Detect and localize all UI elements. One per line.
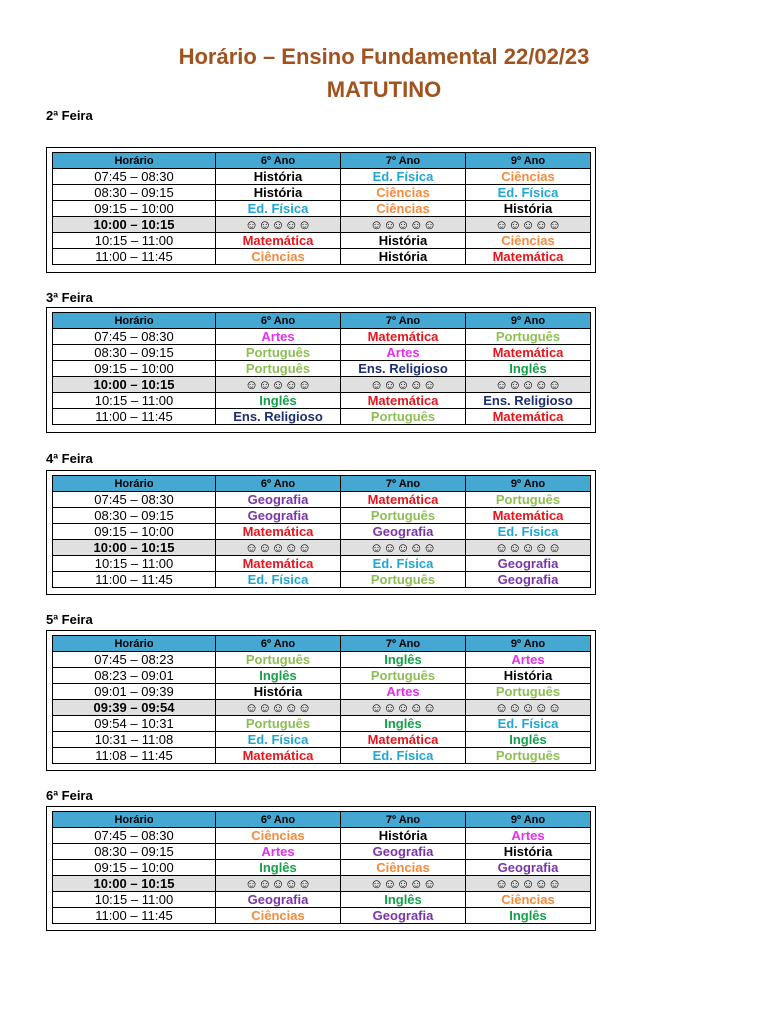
subject-cell: Geografia: [466, 860, 591, 876]
schedule-table-frame: [46, 470, 596, 595]
table-header-row: [53, 313, 591, 329]
subject-cell: Geografia: [466, 572, 591, 588]
table-row: [53, 716, 591, 732]
table-row: [53, 409, 591, 425]
subject-cell: Matemática: [341, 329, 466, 345]
table-row: [53, 233, 591, 249]
subject-cell: Matemática: [466, 345, 591, 361]
day-label: 2ª Feira: [46, 108, 93, 123]
table-row: [53, 668, 591, 684]
subject-cell: História: [216, 185, 341, 201]
subject-cell: Matemática: [341, 492, 466, 508]
break-cell: ☺☺☺☺☺: [341, 540, 466, 556]
time-cell: 09:01 – 09:39: [53, 684, 216, 700]
subject-cell: Ed. Física: [341, 556, 466, 572]
day-label: 4ª Feira: [46, 451, 93, 466]
subject-cell: Matemática: [216, 748, 341, 764]
time-cell: 10:31 – 11:08: [53, 732, 216, 748]
subject-cell: Português: [341, 668, 466, 684]
subject-cell: Português: [466, 684, 591, 700]
header-col-9ano: 9º Ano: [466, 153, 591, 169]
table-row: [53, 556, 591, 572]
break-cell: ☺☺☺☺☺: [466, 217, 591, 233]
time-cell: 07:45 – 08:30: [53, 169, 216, 185]
header-col-6ano: 6º Ano: [216, 313, 341, 329]
table-row: [53, 524, 591, 540]
break-cell: ☺☺☺☺☺: [216, 217, 341, 233]
subject-cell: Inglês: [341, 652, 466, 668]
time-cell: 08:30 – 09:15: [53, 185, 216, 201]
time-cell: 09:15 – 10:00: [53, 524, 216, 540]
subject-cell: Geografia: [466, 556, 591, 572]
subject-cell: História: [341, 249, 466, 265]
time-cell: 11:00 – 11:45: [53, 409, 216, 425]
subject-cell: Inglês: [216, 860, 341, 876]
table-row: [53, 492, 591, 508]
time-cell: 09:54 – 10:31: [53, 716, 216, 732]
time-cell: 07:45 – 08:30: [53, 492, 216, 508]
schedule-table: [52, 152, 591, 265]
time-cell: 09:15 – 10:00: [53, 860, 216, 876]
break-cell: ☺☺☺☺☺: [466, 700, 591, 716]
page-subtitle: MATUTINO: [326, 77, 442, 102]
subject-cell: Geografia: [216, 508, 341, 524]
subject-cell: Artes: [216, 844, 341, 860]
subject-cell: História: [216, 169, 341, 185]
subject-cell: História: [466, 201, 591, 217]
table-header-row: [53, 476, 591, 492]
subject-cell: Ed. Física: [341, 169, 466, 185]
break-cell: ☺☺☺☺☺: [341, 700, 466, 716]
subject-cell: História: [341, 828, 466, 844]
header-col-9ano: 9º Ano: [466, 313, 591, 329]
time-cell: 08:30 – 09:15: [53, 345, 216, 361]
time-cell: 11:00 – 11:45: [53, 572, 216, 588]
time-cell: 08:30 – 09:15: [53, 844, 216, 860]
break-cell: ☺☺☺☺☺: [341, 377, 466, 393]
break-cell: ☺☺☺☺☺: [341, 217, 466, 233]
table-row: [53, 185, 591, 201]
header-col-6ano: 6º Ano: [216, 636, 341, 652]
time-cell: 08:30 – 09:15: [53, 508, 216, 524]
schedule-table: [52, 635, 591, 764]
table-row: [53, 860, 591, 876]
header-col-7ano: 7º Ano: [341, 153, 466, 169]
table-row: [53, 345, 591, 361]
header-col-7ano: 7º Ano: [341, 812, 466, 828]
schedule-table-frame: [46, 147, 596, 273]
subject-cell: Português: [216, 716, 341, 732]
time-cell: 07:45 – 08:23: [53, 652, 216, 668]
time-cell: 10:00 – 10:15: [53, 540, 216, 556]
header-col-7ano: 7º Ano: [341, 476, 466, 492]
time-cell: 07:45 – 08:30: [53, 828, 216, 844]
page-title: Horário – Ensino Fundamental 22/02/23: [178, 44, 590, 69]
header-horario: Horário: [53, 476, 216, 492]
subject-cell: Matemática: [466, 409, 591, 425]
time-cell: 09:39 – 09:54: [53, 700, 216, 716]
schedule-table: [52, 475, 591, 588]
subject-cell: Ens. Religioso: [466, 393, 591, 409]
schedule-table: [52, 811, 591, 924]
time-cell: 10:00 – 10:15: [53, 217, 216, 233]
day-label: 6ª Feira: [46, 788, 93, 803]
subject-cell: História: [466, 668, 591, 684]
subject-cell: Ciências: [466, 892, 591, 908]
subject-cell: Ed. Física: [466, 716, 591, 732]
table-row: [53, 169, 591, 185]
time-cell: 08:23 – 09:01: [53, 668, 216, 684]
table-row: [53, 828, 591, 844]
subject-cell: Geografia: [341, 908, 466, 924]
time-cell: 09:15 – 10:00: [53, 201, 216, 217]
subject-cell: Português: [216, 361, 341, 377]
header-col-9ano: 9º Ano: [466, 636, 591, 652]
break-cell: ☺☺☺☺☺: [216, 377, 341, 393]
subject-cell: Ens. Religioso: [341, 361, 466, 377]
subject-cell: Português: [341, 409, 466, 425]
subject-cell: Inglês: [341, 716, 466, 732]
day-label: 5ª Feira: [46, 612, 93, 627]
subject-cell: Geografia: [341, 524, 466, 540]
subject-cell: Inglês: [466, 732, 591, 748]
table-row: [53, 684, 591, 700]
break-cell: ☺☺☺☺☺: [341, 876, 466, 892]
header-col-9ano: 9º Ano: [466, 476, 591, 492]
subject-cell: Inglês: [341, 892, 466, 908]
subject-cell: Ed. Física: [216, 201, 341, 217]
subject-cell: Ciências: [216, 828, 341, 844]
header-col-9ano: 9º Ano: [466, 812, 591, 828]
subject-cell: Ciências: [466, 169, 591, 185]
table-row: [53, 508, 591, 524]
table-row: [53, 908, 591, 924]
subject-cell: Português: [341, 508, 466, 524]
schedule-table-frame: [46, 630, 596, 771]
subject-cell: Ed. Física: [466, 524, 591, 540]
time-cell: 10:15 – 11:00: [53, 233, 216, 249]
table-header-row: [53, 812, 591, 828]
table-row: [53, 892, 591, 908]
subject-cell: Ed. Física: [341, 748, 466, 764]
header-horario: Horário: [53, 313, 216, 329]
table-header-row: [53, 153, 591, 169]
break-cell: ☺☺☺☺☺: [466, 377, 591, 393]
break-cell: ☺☺☺☺☺: [216, 876, 341, 892]
break-cell: ☺☺☺☺☺: [466, 540, 591, 556]
time-cell: 11:08 – 11:45: [53, 748, 216, 764]
header-col-7ano: 7º Ano: [341, 636, 466, 652]
time-cell: 10:00 – 10:15: [53, 876, 216, 892]
subject-cell: Artes: [466, 828, 591, 844]
subject-cell: Inglês: [466, 908, 591, 924]
table-row: [53, 572, 591, 588]
header-horario: Horário: [53, 153, 216, 169]
subject-cell: Ed. Física: [466, 185, 591, 201]
subject-cell: Matemática: [466, 249, 591, 265]
time-cell: 11:00 – 11:45: [53, 249, 216, 265]
time-cell: 09:15 – 10:00: [53, 361, 216, 377]
table-row: [53, 249, 591, 265]
day-label: 3ª Feira: [46, 290, 93, 305]
subject-cell: Matemática: [216, 233, 341, 249]
subject-cell: Português: [341, 572, 466, 588]
subject-cell: Ciências: [466, 233, 591, 249]
table-row: [53, 329, 591, 345]
subject-cell: Inglês: [216, 393, 341, 409]
header-horario: Horário: [53, 812, 216, 828]
header-col-6ano: 6º Ano: [216, 476, 341, 492]
subject-cell: Inglês: [466, 361, 591, 377]
subject-cell: Geografia: [216, 492, 341, 508]
subject-cell: Geografia: [216, 892, 341, 908]
subject-cell: Ciências: [216, 249, 341, 265]
subject-cell: Ed. Física: [216, 572, 341, 588]
subject-cell: Ed. Física: [216, 732, 341, 748]
table-row: [53, 201, 591, 217]
subject-cell: Português: [466, 748, 591, 764]
subject-cell: Ciências: [341, 185, 466, 201]
subject-cell: Português: [466, 329, 591, 345]
subject-cell: Artes: [216, 329, 341, 345]
subject-cell: Matemática: [216, 524, 341, 540]
table-row: [53, 652, 591, 668]
subject-cell: Artes: [466, 652, 591, 668]
table-row: [53, 393, 591, 409]
subject-cell: História: [466, 844, 591, 860]
subject-cell: Artes: [341, 345, 466, 361]
table-row: [53, 844, 591, 860]
subject-cell: História: [341, 233, 466, 249]
subject-cell: Português: [216, 345, 341, 361]
subject-cell: Inglês: [216, 668, 341, 684]
schedule-table-frame: [46, 307, 596, 433]
break-row: [53, 700, 591, 716]
table-row: [53, 361, 591, 377]
header-col-6ano: 6º Ano: [216, 812, 341, 828]
subject-cell: Matemática: [341, 393, 466, 409]
break-cell: ☺☺☺☺☺: [216, 540, 341, 556]
table-row: [53, 732, 591, 748]
subject-cell: Ciências: [341, 860, 466, 876]
subject-cell: Português: [466, 492, 591, 508]
time-cell: 07:45 – 08:30: [53, 329, 216, 345]
header-col-7ano: 7º Ano: [341, 313, 466, 329]
subject-cell: Artes: [341, 684, 466, 700]
subject-cell: Ciências: [216, 908, 341, 924]
subject-cell: Geografia: [341, 844, 466, 860]
break-row: [53, 876, 591, 892]
time-cell: 10:15 – 11:00: [53, 393, 216, 409]
subject-cell: Ens. Religioso: [216, 409, 341, 425]
header-col-6ano: 6º Ano: [216, 153, 341, 169]
break-row: [53, 540, 591, 556]
break-cell: ☺☺☺☺☺: [216, 700, 341, 716]
table-header-row: [53, 636, 591, 652]
subject-cell: Ciências: [341, 201, 466, 217]
time-cell: 10:00 – 10:15: [53, 377, 216, 393]
subject-cell: Português: [216, 652, 341, 668]
time-cell: 10:15 – 11:00: [53, 892, 216, 908]
break-row: [53, 217, 591, 233]
table-row: [53, 748, 591, 764]
time-cell: 11:00 – 11:45: [53, 908, 216, 924]
header-horario: Horário: [53, 636, 216, 652]
subject-cell: Matemática: [216, 556, 341, 572]
break-row: [53, 377, 591, 393]
break-cell: ☺☺☺☺☺: [466, 876, 591, 892]
schedule-table-frame: [46, 806, 596, 931]
schedule-table: [52, 312, 591, 425]
subject-cell: História: [216, 684, 341, 700]
subject-cell: Matemática: [341, 732, 466, 748]
subject-cell: Matemática: [466, 508, 591, 524]
time-cell: 10:15 – 11:00: [53, 556, 216, 572]
